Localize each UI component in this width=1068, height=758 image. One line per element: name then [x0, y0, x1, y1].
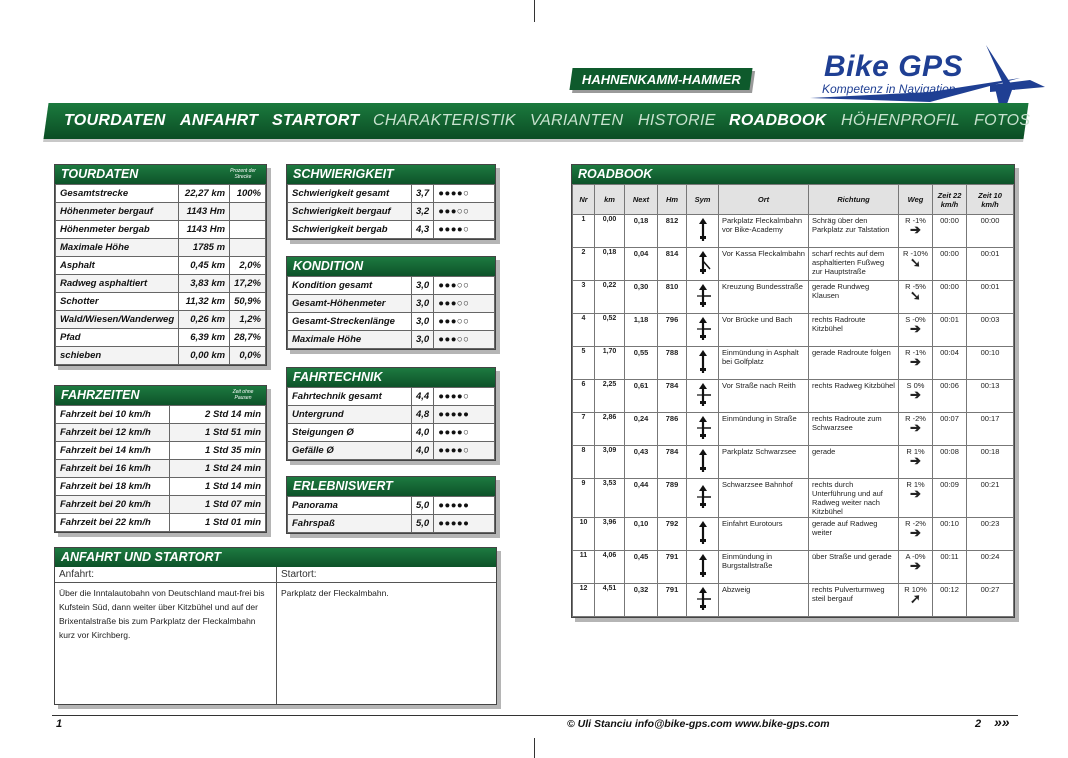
roadbook-km: 0,18	[595, 248, 625, 281]
rating-dots: ●●●●●	[434, 497, 495, 515]
roadbook-weg	[899, 281, 933, 314]
roadbook-ort: Einmündung in Asphalt bei Golfplatz	[719, 347, 809, 380]
roadbook-nr: 2	[573, 248, 595, 281]
logo-text: Bike GPS	[824, 50, 964, 83]
table-row: Schwierigkeit gesamt 3,7 ●●●●○	[288, 185, 495, 203]
rating-dots: ●●●○○	[434, 203, 495, 221]
tourdaten-table	[55, 184, 266, 365]
roadbook-zeit-22: 00:06	[933, 380, 967, 413]
direction-arrow-icon: ➔	[910, 222, 921, 237]
roadbook-ort: Vor Brücke und Bach	[719, 314, 809, 347]
weg-label: S -0%	[905, 315, 926, 324]
roadbook-zeit-10: 00:27	[967, 584, 1014, 617]
roadbook-km: 0,52	[595, 314, 625, 347]
table-row: Panorama 5,0 ●●●●●	[288, 497, 495, 515]
roadbook-row	[573, 347, 1014, 380]
roadbook-zeit-10: 00:17	[967, 413, 1014, 446]
weg-label: R -1%	[905, 216, 926, 225]
rating-dots: ●●●●○	[434, 442, 495, 460]
roadbook-ort: Einmündung in Burgstallstraße	[719, 551, 809, 584]
weg-label: R -5%	[905, 282, 926, 291]
roadbook-ort: Parkplatz Fleckalmbahn vor Bike-Academy	[719, 215, 809, 248]
roadbook-header: ROADBOOK	[572, 165, 1014, 184]
roadbook-zeit-22: 00:10	[933, 518, 967, 551]
roadbook-row	[573, 248, 1014, 281]
table-row: Gesamt-Höhenmeter 3,0 ●●●○○	[288, 295, 495, 313]
roadbook-hm: 789	[658, 479, 687, 518]
nav-fotos[interactable]: FOTOS	[973, 112, 1031, 129]
roadbook-hm: 791	[658, 551, 687, 584]
roadbook-km: 3,96	[595, 518, 625, 551]
weg-label: R 1%	[906, 447, 925, 456]
weg-label: R -1%	[905, 348, 926, 357]
roadbook-zeit-22: 00:00	[933, 248, 967, 281]
erlebniswert-box	[286, 476, 496, 534]
roadbook-richtung: Schräg über den Parkplatz zur Talstation	[809, 215, 899, 248]
roadbook-weg	[899, 380, 933, 413]
schwierigkeit-table	[287, 184, 495, 239]
roadbook-zeit-10: 00:10	[967, 347, 1014, 380]
turn-symbol-icon	[687, 446, 719, 479]
roadbook-next: 0,44	[625, 479, 658, 518]
fahrtechnik-box	[286, 367, 496, 461]
fahrzeiten-box	[54, 385, 267, 533]
next-page-icon[interactable]: »»	[994, 714, 1010, 730]
table-row: Fahrzeit bei 14 km/h 1 Std 35 min	[56, 442, 266, 460]
rating-dots: ●●●●○	[434, 221, 495, 239]
roadbook-row	[573, 551, 1014, 584]
roadbook-hm: 810	[658, 281, 687, 314]
direction-arrow-icon: ➔	[910, 321, 921, 336]
startort-label: Startort:	[277, 567, 496, 583]
table-row: Radweg asphaltiert 3,83 km 17,2%	[56, 275, 266, 293]
roadbook-row	[573, 380, 1014, 413]
weg-label: R -2%	[905, 519, 926, 528]
roadbook-next: 0,55	[625, 347, 658, 380]
roadbook-ort: Abzweig	[719, 584, 809, 617]
crop-mark-top	[534, 0, 535, 22]
table-row: Höhenmeter bergauf 1143 Hm	[56, 203, 266, 221]
roadbook-km: 2,86	[595, 413, 625, 446]
roadbook-zeit-22: 00:00	[933, 215, 967, 248]
turn-symbol-icon	[687, 380, 719, 413]
table-row: Fahrtechnik gesamt 4,4 ●●●●○	[288, 388, 495, 406]
roadbook-row	[573, 314, 1014, 347]
table-row: Fahrzeit bei 16 km/h 1 Std 24 min	[56, 460, 266, 478]
roadbook-next: 0,61	[625, 380, 658, 413]
roadbook-km: 0,00	[595, 215, 625, 248]
roadbook-zeit-10: 00:18	[967, 446, 1014, 479]
roadbook-richtung: rechts Radroute Kitzbühel	[809, 314, 899, 347]
table-row: Fahrzeit bei 18 km/h 1 Std 14 min	[56, 478, 266, 496]
footer-divider	[52, 715, 1018, 716]
roadbook-nr: 1	[573, 215, 595, 248]
table-row: Pfad 6,39 km 28,7%	[56, 329, 266, 347]
roadbook-zeit-10: 00:03	[967, 314, 1014, 347]
roadbook-box	[571, 164, 1015, 618]
roadbook-ort: Parkplatz Schwarzsee	[719, 446, 809, 479]
roadbook-ort: Einfahrt Eurotours	[719, 518, 809, 551]
roadbook-zeit-10: 00:01	[967, 248, 1014, 281]
roadbook-next: 0,24	[625, 413, 658, 446]
rating-dots: ●●●○○	[434, 313, 495, 331]
direction-arrow-icon: ➘	[910, 288, 921, 303]
roadbook-nr: 5	[573, 347, 595, 380]
roadbook-nr: 7	[573, 413, 595, 446]
roadbook-zeit-10: 00:21	[967, 479, 1014, 518]
roadbook-zeit-22: 00:08	[933, 446, 967, 479]
turn-symbol-icon	[687, 281, 719, 314]
roadbook-zeit-10: 00:00	[967, 215, 1014, 248]
roadbook-zeit-22: 00:00	[933, 281, 967, 314]
schwierigkeit-header: SCHWIERIGKEIT	[287, 165, 495, 184]
table-row: Fahrzeit bei 22 km/h 1 Std 01 min	[56, 514, 266, 532]
kondition-table	[287, 276, 495, 349]
page-number-left: 1	[56, 718, 63, 730]
direction-arrow-icon: ➔	[910, 387, 921, 402]
rating-dots: ●●●●○	[434, 424, 495, 442]
roadbook-next: 0,32	[625, 584, 658, 617]
fahrzeiten-header: FAHRZEITEN Zeit ohne Pausen	[55, 386, 266, 405]
roadbook-km: 0,22	[595, 281, 625, 314]
weg-label: R 1%	[906, 480, 925, 489]
rating-dots: ●●●○○	[434, 295, 495, 313]
roadbook-nr: 11	[573, 551, 595, 584]
direction-arrow-icon: ➔	[910, 525, 921, 540]
roadbook-zeit-10: 00:13	[967, 380, 1014, 413]
weg-label: R 10%	[904, 585, 927, 594]
roadbook-zeit-10: 00:23	[967, 518, 1014, 551]
anfahrt-section	[55, 567, 277, 704]
roadbook-next: 0,30	[625, 281, 658, 314]
table-row: Steigungen Ø 4,0 ●●●●○	[288, 424, 495, 442]
roadbook-hm: 786	[658, 413, 687, 446]
roadbook-nr: 8	[573, 446, 595, 479]
roadbook-nr: 3	[573, 281, 595, 314]
roadbook-richtung: gerade auf Radweg weiter	[809, 518, 899, 551]
roadbook-row	[573, 413, 1014, 446]
roadbook-next: 0,04	[625, 248, 658, 281]
table-row: Asphalt 0,45 km 2,0%	[56, 257, 266, 275]
fahrtechnik-header: FAHRTECHNIK	[287, 368, 495, 387]
turn-symbol-icon	[687, 584, 719, 617]
roadbook-weg	[899, 215, 933, 248]
roadbook-km: 4,51	[595, 584, 625, 617]
page-number-right: 2	[975, 718, 982, 730]
footer-credits: © Uli Stanciu info@bike-gps.com www.bike-gps.com	[567, 718, 830, 730]
weg-label: A -0%	[905, 552, 926, 561]
nav-varianten[interactable]: VARIANTEN	[530, 112, 624, 129]
roadbook-weg	[899, 479, 933, 518]
nav-tourdaten[interactable]: TOURDATEN	[64, 112, 166, 129]
roadbook-row	[573, 479, 1014, 518]
turn-symbol-icon	[687, 314, 719, 347]
roadbook-weg	[899, 314, 933, 347]
turn-symbol-icon	[687, 347, 719, 380]
nav-roadbook[interactable]: ROADBOOK	[729, 112, 827, 129]
roadbook-hm: 788	[658, 347, 687, 380]
roadbook-ort: Schwarzsee Bahnhof	[719, 479, 809, 518]
turn-symbol-icon	[687, 248, 719, 281]
direction-arrow-icon: ➔	[910, 558, 921, 573]
table-row: Gesamt-Streckenlänge 3,0 ●●●○○	[288, 313, 495, 331]
table-row: schieben 0,00 km 0,0%	[56, 347, 266, 365]
roadbook-ort: Kreuzung Bundesstraße	[719, 281, 809, 314]
table-row: Schwierigkeit bergab 4,3 ●●●●○	[288, 221, 495, 239]
nav-anfahrt[interactable]: ANFAHRT	[179, 112, 258, 129]
direction-arrow-icon: ➚	[910, 591, 921, 606]
rating-dots: ●●●●○	[434, 388, 495, 406]
roadbook-richtung: rechts Radroute zum Schwarzsee	[809, 413, 899, 446]
rating-dots: ●●●●●	[434, 406, 495, 424]
roadbook-weg	[899, 347, 933, 380]
turn-symbol-icon	[687, 479, 719, 518]
roadbook-richtung: gerade	[809, 446, 899, 479]
logo-subtitle: Kompetenz in Navigation	[822, 82, 956, 96]
rating-dots: ●●●○○	[434, 277, 495, 295]
fahrtechnik-table	[287, 387, 495, 460]
roadbook-nr: 6	[573, 380, 595, 413]
table-row: Kondition gesamt 3,0 ●●●○○	[288, 277, 495, 295]
direction-arrow-icon: ➔	[910, 486, 921, 501]
weg-label: S 0%	[906, 381, 925, 390]
main-navigation	[43, 103, 1031, 139]
table-row: Fahrzeit bei 10 km/h 2 Std 14 min	[56, 406, 266, 424]
table-row: Gefälle Ø 4,0 ●●●●○	[288, 442, 495, 460]
roadbook-richtung: gerade Rundweg Klausen	[809, 281, 899, 314]
roadbook-next: 0,43	[625, 446, 658, 479]
roadbook-weg	[899, 446, 933, 479]
direction-arrow-icon: ➔	[910, 354, 921, 369]
rating-dots: ●●●●○	[434, 185, 495, 203]
roadbook-zeit-10: 00:24	[967, 551, 1014, 584]
roadbook-zeit-22: 00:01	[933, 314, 967, 347]
anfahrt-startort-header: ANFAHRT UND STARTORT	[55, 548, 496, 567]
roadbook-ort: Vor Straße nach Reith	[719, 380, 809, 413]
roadbook-weg	[899, 584, 933, 617]
startort-text: Parkplatz der Fleckalmbahn.	[281, 588, 389, 598]
roadbook-next: 0,18	[625, 215, 658, 248]
roadbook-richtung: rechts durch Unterführung und auf Radweg weiter nach Kitzbühel	[809, 479, 899, 518]
roadbook-next: 0,45	[625, 551, 658, 584]
roadbook-km: 4,06	[595, 551, 625, 584]
roadbook-hm: 814	[658, 248, 687, 281]
roadbook-row	[573, 215, 1014, 248]
table-row: Schwierigkeit bergauf 3,2 ●●●○○	[288, 203, 495, 221]
roadbook-weg	[899, 518, 933, 551]
rating-dots: ●●●●●	[434, 515, 495, 533]
roadbook-weg	[899, 248, 933, 281]
roadbook-nr: 12	[573, 584, 595, 617]
roadbook-zeit-22: 00:12	[933, 584, 967, 617]
direction-arrow-icon: ➔	[910, 453, 921, 468]
nav-hoehenprofil[interactable]: HÖHENPROFIL	[840, 112, 960, 129]
tourdaten-box	[54, 164, 267, 366]
fahrzeiten-note: Zeit ohne Pausen	[232, 389, 254, 401]
roadbook-next: 0,10	[625, 518, 658, 551]
roadbook-row	[573, 446, 1014, 479]
roadbook-richtung: rechts Radweg Kitzbühel	[809, 380, 899, 413]
turn-symbol-icon	[687, 551, 719, 584]
roadbook-hm: 784	[658, 380, 687, 413]
roadbook-nr: 9	[573, 479, 595, 518]
roadbook-zeit-22: 00:07	[933, 413, 967, 446]
turn-symbol-icon	[687, 518, 719, 551]
roadbook-ort: Einmündung in Straße	[719, 413, 809, 446]
table-row: Höhenmeter bergab 1143 Hm	[56, 221, 266, 239]
rating-dots: ●●●○○	[434, 331, 495, 349]
roadbook-km: 2,25	[595, 380, 625, 413]
kondition-box	[286, 256, 496, 350]
weg-label: R -10%	[902, 249, 928, 258]
table-row: Fahrzeit bei 20 km/h 1 Std 07 min	[56, 496, 266, 514]
direction-arrow-icon: ➘	[910, 255, 921, 270]
roadbook-km: 3,09	[595, 446, 625, 479]
nav-historie[interactable]: HISTORIE	[637, 112, 716, 129]
erlebniswert-header: ERLEBNISWERT	[287, 477, 495, 496]
roadbook-richtung: scharf rechts auf dem asphaltierten Fußweg zur Hauptstraße	[809, 248, 899, 281]
schwierigkeit-box	[286, 164, 496, 240]
table-row: Schotter 11,32 km 50,9%	[56, 293, 266, 311]
roadbook-richtung: über Straße und gerade	[809, 551, 899, 584]
roadbook-table	[572, 184, 1014, 617]
roadbook-zeit-10: 00:01	[967, 281, 1014, 314]
table-row: Gesamtstrecke 22,27 km 100%	[56, 185, 266, 203]
anfahrt-startort-box	[54, 547, 497, 705]
roadbook-weg	[899, 551, 933, 584]
roadbook-hm: 792	[658, 518, 687, 551]
roadbook-row	[573, 518, 1014, 551]
roadbook-ort: Vor Kassa Fleckalmbahn	[719, 248, 809, 281]
crop-mark-bottom	[534, 738, 535, 758]
erlebniswert-table	[287, 496, 495, 533]
roadbook-hm: 791	[658, 584, 687, 617]
weg-label: R -2%	[905, 414, 926, 423]
route-name-banner	[569, 68, 752, 90]
anfahrt-text: Über die Inntalautobahn von Deutschland maut-frei bis Kufstein Süd, dann weiter über Kitzbühel und auf der Brixentalstraße bis zum Parkplatz der Fleckalmbahn kurz vor Kirchberg.	[59, 588, 265, 640]
roadbook-hm: 812	[658, 215, 687, 248]
roadbook-row	[573, 281, 1014, 314]
turn-symbol-icon	[687, 215, 719, 248]
nav-charakteristik[interactable]: CHARAKTERISTIK	[373, 112, 517, 129]
roadbook-nr: 4	[573, 314, 595, 347]
table-row: Maximale Höhe 1785 m	[56, 239, 266, 257]
roadbook-km: 3,53	[595, 479, 625, 518]
table-row: Maximale Höhe 3,0 ●●●○○	[288, 331, 495, 349]
roadbook-row	[573, 584, 1014, 617]
turn-symbol-icon	[687, 413, 719, 446]
table-row: Wald/Wiesen/Wanderweg 0,26 km 1,2%	[56, 311, 266, 329]
table-row: Fahrzeit bei 12 km/h 1 Std 51 min	[56, 424, 266, 442]
roadbook-zeit-22: 00:04	[933, 347, 967, 380]
table-row: Untergrund 4,8 ●●●●●	[288, 406, 495, 424]
roadbook-hm: 784	[658, 446, 687, 479]
roadbook-zeit-22: 00:09	[933, 479, 967, 518]
roadbook-header-row: Nr km Next Hm Sym Ort Richtung Weg Zeit 22 km/h Zeit 10 km/h	[573, 185, 1014, 215]
tourdaten-header: TOURDATEN Prozent der Strecke	[55, 165, 266, 184]
table-row: Fahrspaß 5,0 ●●●●●	[288, 515, 495, 533]
anfahrt-label: Anfahrt:	[55, 567, 276, 583]
roadbook-zeit-22: 00:11	[933, 551, 967, 584]
roadbook-richtung: gerade Radroute folgen	[809, 347, 899, 380]
route-name: HAHNENKAMM-HAMMER	[581, 71, 741, 87]
fahrzeiten-table	[55, 405, 266, 532]
kondition-header: KONDITION	[287, 257, 495, 276]
tourdaten-note: Prozent der Strecke	[230, 168, 256, 180]
nav-startort[interactable]: STARTORT	[271, 112, 360, 129]
roadbook-weg	[899, 413, 933, 446]
roadbook-km: 1,70	[595, 347, 625, 380]
roadbook-hm: 796	[658, 314, 687, 347]
startort-section	[277, 567, 496, 704]
roadbook-next: 1,18	[625, 314, 658, 347]
roadbook-richtung: rechts Pulverturmweg steil bergauf	[809, 584, 899, 617]
roadbook-nr: 10	[573, 518, 595, 551]
direction-arrow-icon: ➔	[910, 420, 921, 435]
